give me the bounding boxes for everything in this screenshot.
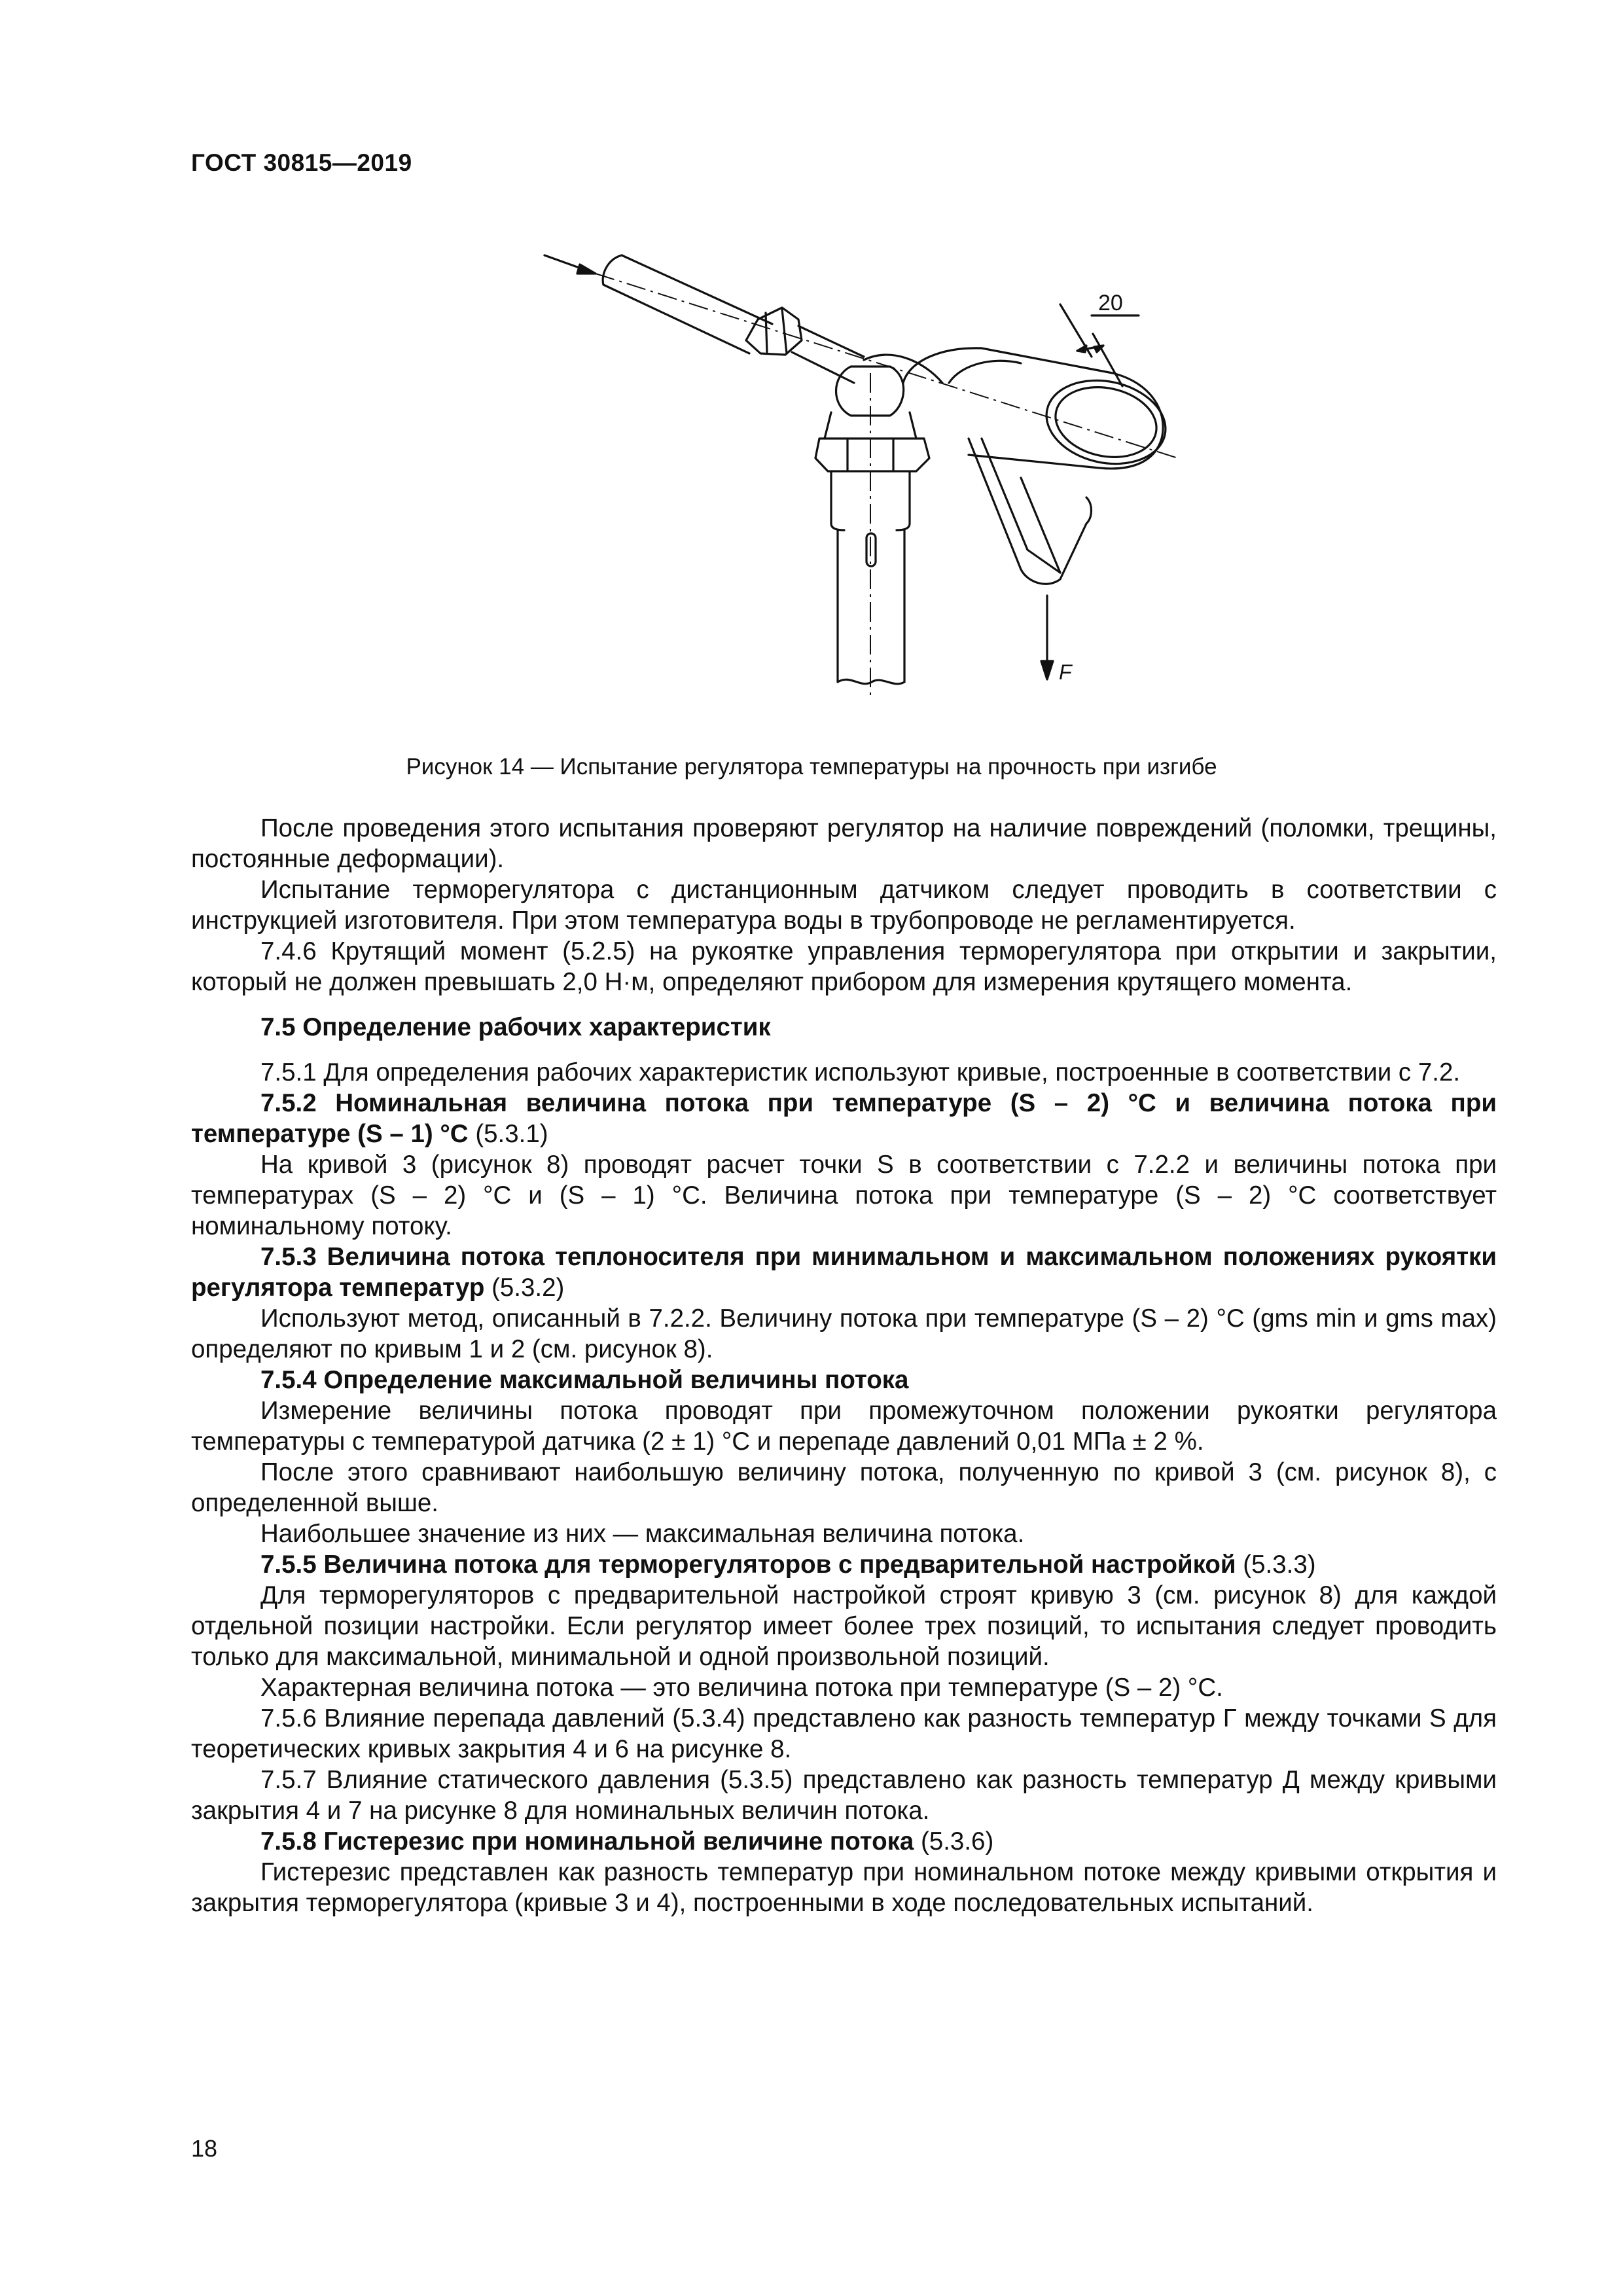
paragraph: Характерная величина потока — это величина потока при температуре (S – 2) °С.	[260, 1674, 1223, 1702]
paragraph: Испытание терморегулятора с дистанционным датчиком следует проводить в соответствии с инструкцией изготовителя. При этом температура воды в трубопроводе не регламентируется.	[191, 876, 1497, 935]
subsection-heading-7-5-4: 7.5.4 Определение максимальной величины потока	[260, 1366, 909, 1394]
section-heading-7-5: 7.5 Определение рабочих характеристик	[260, 1013, 771, 1041]
subsection-heading-7-5-2: 7.5.2 Номинальная величина потока при температуре (S – 2) °С и величина потока при температуре (S – 1) °С (5.3.1)	[191, 1089, 1497, 1148]
subsection-heading-7-5-3: 7.5.3 Величина потока теплоносителя при минимальном и максимальном положениях рукоятки регулятора температур (5.3.2)	[191, 1243, 1497, 1302]
subsection-heading-7-5-5: 7.5.5 Величина потока для терморегуляторов с предварительной настройкой (5.3.3)	[260, 1551, 1316, 1579]
force-label: F	[1059, 660, 1072, 684]
document-header: ГОСТ 30815—2019	[191, 149, 412, 176]
paragraph: Гистерезис представлен как разность температур при номинальном потоке между кривыми открытия и закрытия терморегулятора (кривые 3 и 4), построенными в ходе последовательных испытаний.	[191, 1858, 1497, 1917]
figure-14-drawing	[524, 242, 1191, 700]
page-number: 18	[191, 2135, 218, 2162]
paragraph: 7.5.6 Влияние перепада давлений (5.3.4) представлено как разность температур Г между точками S для теоретических кривых закрытия 4 и 6 на рисунке 8.	[191, 1704, 1497, 1763]
paragraph: После этого сравнивают наибольшую величину потока, полученную по кривой 3 (см. рисунок 8), с определенной выше.	[191, 1458, 1497, 1517]
paragraph: После проведения этого испытания проверяют регулятор на наличие повреждений (поломки, трещины, постоянные деформации).	[191, 814, 1497, 873]
paragraph: Для терморегуляторов с предварительной настройкой строят кривую 3 (см. рисунок 8) для каждой отдельной позиции настройки. Если регулятор имеет более трех позиций, то испытания следует проводить только для максимальной, минимальной и одной произвольной позиций.	[191, 1581, 1497, 1671]
paragraph: 7.5.1 Для определения рабочих характеристик используют кривые, построенные в соответствии с 7.2.	[260, 1058, 1461, 1086]
force-arrow-icon	[1041, 661, 1053, 679]
body-text	[191, 813, 1497, 1918]
dimension-label: 20	[1098, 291, 1123, 315]
paragraph: На кривой 3 (рисунок 8) проводят расчет точки S в соответствии с 7.2.2 и величины потока при температурах (S – 2) °С и (S – 1) °С. Величина потока при температуре (S – 2) °С соответствует номинальному потоку.	[191, 1151, 1497, 1240]
paragraph: Измерение величины потока проводят при промежуточном положении рукоятки регулятора температуры с температурой датчика (2 ± 1) °С и перепаде давлений 0,01 МПа ± 2 %.	[191, 1397, 1497, 1456]
subsection-heading-7-5-8: 7.5.8 Гистерезис при номинальной величине потока (5.3.6)	[260, 1827, 994, 1856]
paragraph: 7.4.6 Крутящий момент (5.2.5) на рукоятке управления терморегулятора при открытии и закрытии, который не должен превышать 2,0 Н·м, определяют прибором для измерения крутящего момента.	[191, 937, 1497, 996]
paragraph: Наибольшее значение из них — максимальная величина потока.	[260, 1520, 1025, 1548]
paragraph: 7.5.7 Влияние статического давления (5.3.5) представлено как разность температур Д между кривыми закрытия 4 и 7 на рисунке 8 для номинальных величин потока.	[191, 1766, 1497, 1825]
figure-caption: Рисунок 14 — Испытание регулятора температуры на прочность при изгибе	[406, 754, 1217, 780]
paragraph: Используют метод, описанный в 7.2.2. Величину потока при температуре (S – 2) °С (gms min и gms max) определяют по кривым 1 и 2 (см. рисунок 8).	[191, 1304, 1497, 1363]
